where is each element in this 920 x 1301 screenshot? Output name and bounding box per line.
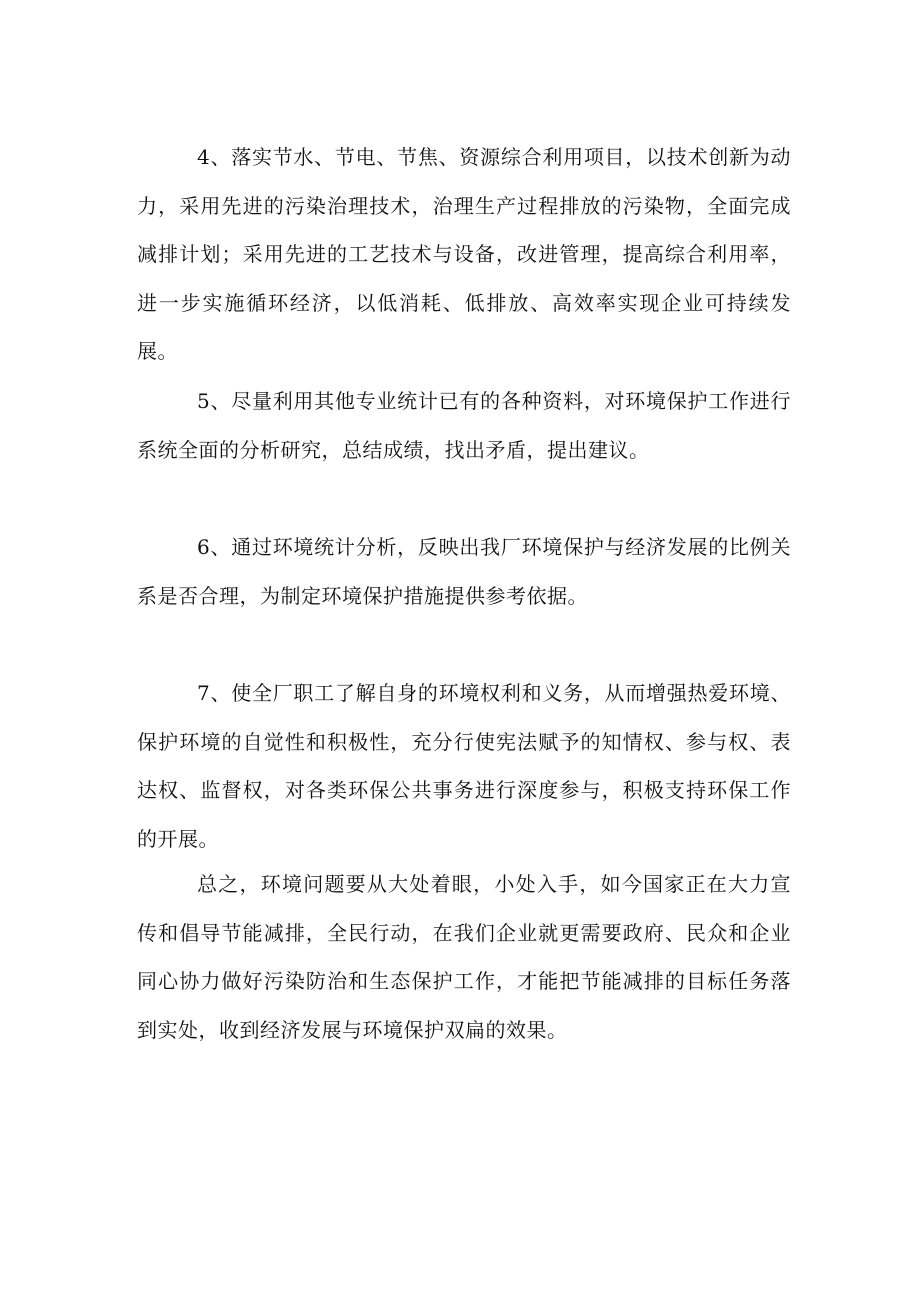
paragraph-item-5: 5、尽量利用其他专业统计已有的各种资料，对环境保护工作进行系统全面的分析研究，总结成绩，找出矛盾，提出建议。 [137,389,791,462]
paragraph-item-4: 4、落实节水、节电、节焦、资源综合利用项目，以技术创新为动力，采用先进的污染治理技术，治理生产过程排放的污染物，全面完成减排计划；采用先进的工艺技术与设备，改进管理，提高综合利用率，进一步实施循环经济，以低消耗、低排放、高效率实现企业可持续发展。 [137,145,791,363]
paragraph-item-7: 7、使全厂职工了解自身的环境权利和义务，从而增强热爱环境、保护环境的自觉性和积极性，充分行使宪法赋予的知情权、参与权、表达权、监督权，对各类环保公共事务进行深度参与，积极支持环保工作的开展。 [137,681,791,851]
paragraph-summary: 总之，环境问题要从大处着眼，小处入手，如今国家正在大力宣传和倡导节能减排，全民行动，在我们企业就更需要政府、民众和企业同心协力做好污染防治和生态保护工作，才能把节能减排的目标任务落到实处，收到经济发展与环境保护双扁的效果。 [137,872,791,1042]
paragraph-item-6: 6、通过环境统计分析，反映出我厂环境保护与经济发展的比例关系是否合理，为制定环境保护措施提供参考依据。 [137,535,791,608]
